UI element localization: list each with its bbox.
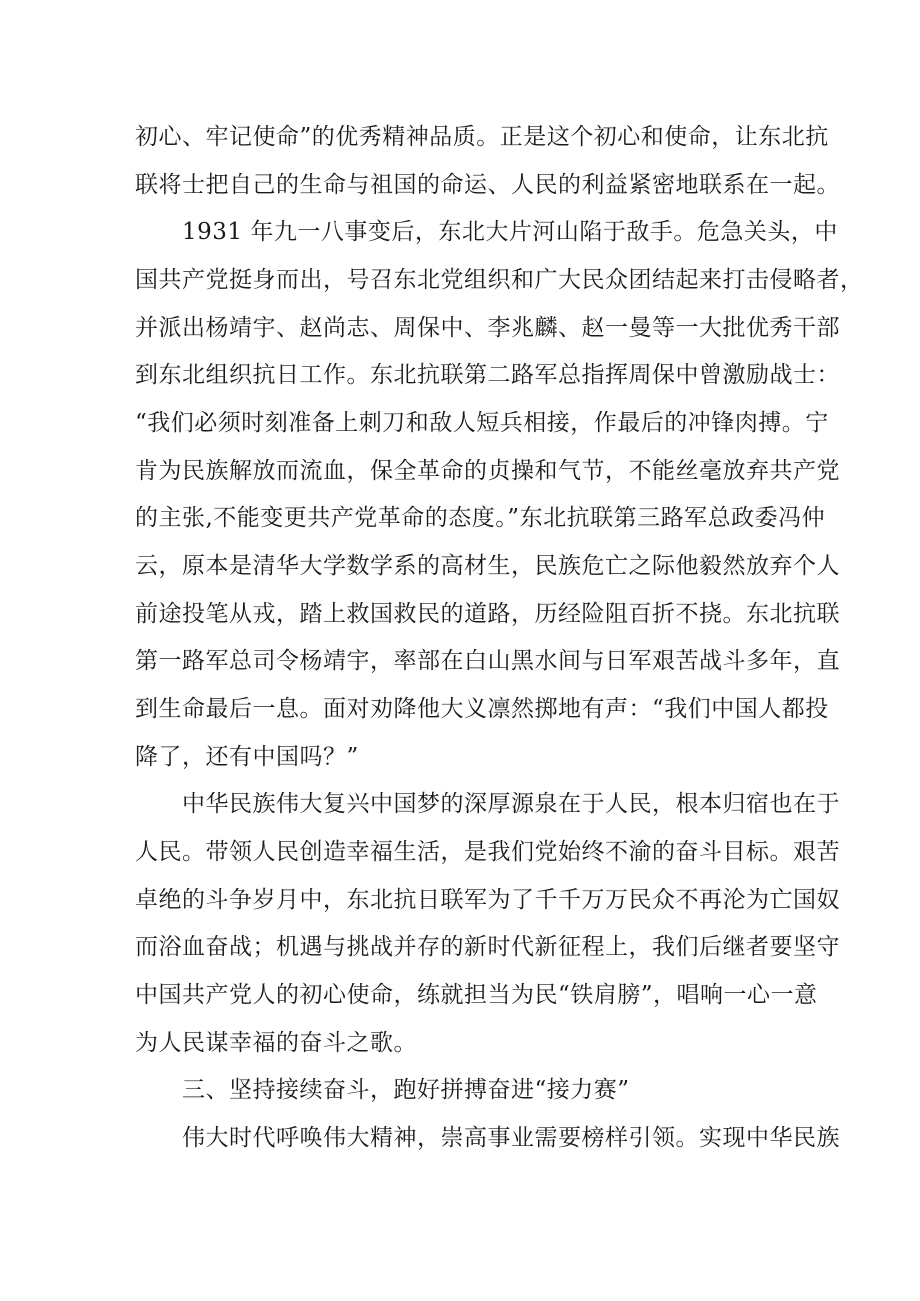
text-line: 为人民谋幸福的奋斗之歌。 (135, 1030, 417, 1056)
text-line: 到生命最后一息。面对劝降他大义凛然掷地有声：“我们中国人都投 (135, 696, 829, 722)
text-line: 到东北组织抗日工作。东北抗联第二路军总指挥周保中曾激励战士： (135, 362, 840, 388)
text-line: 肯为民族解放而流血，保全革命的贞操和气节，不能丝毫放弃共产党 (135, 458, 840, 484)
text-line: 中国共产党人的初心使命，练就担当为民“铁肩膀”，唱响一心一意 (135, 982, 818, 1008)
text-line: “我们必须时刻准备上刺刀和敌人短兵相接，作最后的冲锋肉搏。宁 (135, 410, 829, 436)
text-line: 第一路军总司令杨靖宇，率部在白山黑水间与日军艰苦战斗多年，直 (135, 648, 840, 674)
text-line: 初心、牢记使命”的优秀精神品质。正是这个初心和使命，让东北抗 (135, 124, 829, 150)
text-line: 并派出杨靖宇、赵尚志、周保中、李兆麟、赵一曼等一大批优秀干部 (135, 315, 840, 341)
text-line: 中华民族伟大复兴中国梦的深厚源泉在于人民，根本归宿也在于 (182, 791, 840, 817)
text-line: 联将士把自己的生命与祖国的命运、人民的利益紧密地联系在一起。 (135, 172, 840, 198)
text-line: 前途投笔从戎，踏上救国救民的道路，历经险阻百折不挠。东北抗联 (135, 601, 840, 627)
text-line: 1931 年九一八事变后，东北大片河山陷于敌手。危急关头，中 (182, 219, 838, 245)
text-line: 国共产党挺身而出，号召东北党组织和广大民众团结起来打击侵略者， (135, 267, 864, 293)
section-heading: 三、坚持接续奋斗，跑好拼搏奋进“接力赛” (182, 1077, 630, 1103)
text-line: 降了，还有中国吗？” (135, 744, 359, 770)
text-line: 而浴血奋战；机遇与挑战并存的新时代新征程上，我们后继者要坚守 (135, 934, 840, 960)
text-line: 人民。带领人民创造幸福生活，是我们党始终不渝的奋斗目标。艰苦 (135, 839, 840, 865)
text-line: 的主张,不能变更共产党革命的态度。”东北抗联第三路军总政委冯仲 (135, 505, 826, 531)
text-line: 卓绝的斗争岁月中，东北抗日联军为了千千万万民众不再沦为亡国奴 (135, 887, 840, 913)
text-line: 伟大时代呼唤伟大精神，崇高事业需要榜样引领。实现中华民族 (182, 1125, 840, 1151)
text-line: 云，原本是清华大学数学系的高材生，民族危亡之际他毅然放弃个人 (135, 553, 840, 579)
